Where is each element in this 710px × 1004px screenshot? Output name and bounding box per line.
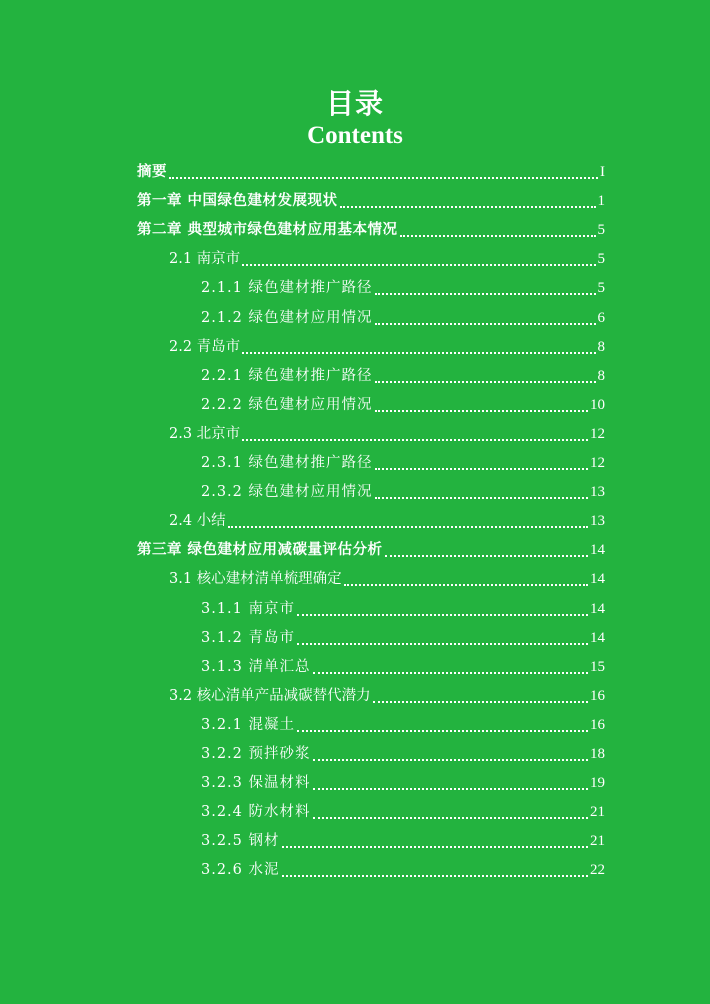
dot-leader bbox=[373, 701, 588, 703]
toc-entry-page: 8 bbox=[597, 338, 605, 355]
dot-leader bbox=[242, 352, 595, 354]
toc-entry-label: 第一章 中国绿色建材发展现状 bbox=[137, 192, 338, 210]
toc-entry-page: 16 bbox=[590, 716, 605, 733]
toc-entry[interactable] bbox=[201, 364, 605, 388]
toc-entry-page: 21 bbox=[590, 833, 605, 850]
page-title-en: Contents bbox=[307, 122, 403, 149]
toc-entry-page: 15 bbox=[590, 658, 605, 675]
toc-entry-label: 3.1.1 南京市 bbox=[201, 600, 296, 617]
dot-leader bbox=[297, 730, 588, 732]
toc-entry-label: 3.2 核心清单产品减碳替代潜力 bbox=[169, 687, 371, 704]
toc-entry[interactable] bbox=[137, 189, 605, 213]
toc-entry[interactable] bbox=[201, 626, 605, 650]
toc-entry[interactable] bbox=[169, 567, 605, 591]
dot-leader bbox=[344, 584, 588, 586]
toc-entry-page: 13 bbox=[590, 513, 605, 530]
toc-entry[interactable] bbox=[201, 829, 605, 853]
toc-entry-label: 2.1 南京市 bbox=[169, 251, 241, 268]
dot-leader bbox=[340, 206, 596, 208]
toc-entry[interactable] bbox=[201, 480, 605, 504]
toc-entry-page: 21 bbox=[590, 804, 605, 821]
toc-entry-page: 18 bbox=[590, 746, 605, 762]
toc-entry-label: 3.2.1 混凝土 bbox=[201, 716, 296, 733]
toc-entry-label: 3.2.2 预拌砂浆 bbox=[201, 746, 311, 762]
toc-entry-page: 5 bbox=[597, 280, 605, 297]
toc-entry[interactable] bbox=[201, 713, 605, 737]
dot-leader bbox=[375, 293, 596, 295]
toc-entry[interactable] bbox=[169, 247, 605, 271]
dot-leader bbox=[375, 323, 596, 325]
toc-entry-label: 3.1 核心建材清单梳理确定 bbox=[169, 571, 342, 588]
toc-entry-label: 2.1.1 绿色建材推广路径 bbox=[201, 280, 373, 297]
toc-entry-page: 8 bbox=[597, 367, 605, 384]
toc-entry-label: 2.2.1 绿色建材推广路径 bbox=[201, 367, 373, 384]
dot-leader bbox=[297, 614, 588, 616]
toc-entry-page: I bbox=[600, 164, 605, 180]
toc-entry-page: 13 bbox=[590, 484, 605, 501]
toc-entry-label: 2.3.1 绿色建材推广路径 bbox=[201, 455, 373, 471]
toc-entry-label: 第三章 绿色建材应用减碳量评估分析 bbox=[137, 541, 383, 559]
toc-entry-page: 14 bbox=[590, 629, 605, 646]
toc-entry-label: 3.2.4 防水材料 bbox=[201, 804, 311, 821]
toc-entry-label: 2.1.2 绿色建材应用情况 bbox=[201, 309, 373, 326]
toc-entry-page: 19 bbox=[590, 775, 605, 792]
dot-leader bbox=[313, 672, 588, 674]
toc-entry[interactable] bbox=[169, 335, 605, 359]
toc-entry-label: 2.4 小结 bbox=[169, 513, 226, 530]
toc-entry-label: 2.2 青岛市 bbox=[169, 338, 241, 355]
toc-entry-label: 摘要 bbox=[137, 163, 167, 180]
toc-entry[interactable] bbox=[137, 538, 605, 562]
toc-entry[interactable] bbox=[137, 218, 605, 242]
toc-entry-page: 14 bbox=[590, 542, 605, 559]
toc-entry-page: 14 bbox=[590, 571, 605, 588]
toc-entry[interactable] bbox=[201, 771, 605, 795]
toc-entry-label: 3.2.6 水泥 bbox=[201, 862, 280, 879]
dot-leader bbox=[375, 381, 596, 383]
dot-leader bbox=[313, 759, 588, 761]
dot-leader bbox=[242, 439, 588, 441]
toc-entry[interactable] bbox=[201, 800, 605, 824]
toc-entry-label: 3.1.2 青岛市 bbox=[201, 629, 296, 646]
dot-leader bbox=[385, 555, 588, 557]
dot-leader bbox=[282, 846, 588, 848]
toc-entry[interactable] bbox=[201, 742, 605, 766]
toc-entry-page: 12 bbox=[590, 455, 605, 471]
dot-leader bbox=[169, 177, 598, 179]
toc-entry[interactable] bbox=[201, 858, 605, 882]
dot-leader bbox=[242, 264, 595, 266]
toc-entry[interactable] bbox=[201, 655, 605, 679]
dot-leader bbox=[228, 526, 588, 528]
dot-leader bbox=[313, 817, 588, 819]
toc-entry-page: 22 bbox=[590, 862, 605, 879]
toc-entry-page: 14 bbox=[590, 600, 605, 617]
page-title-cn: 目录 bbox=[325, 87, 384, 120]
toc-entry[interactable] bbox=[201, 393, 605, 417]
toc-entry-label: 3.2.3 保温材料 bbox=[201, 775, 311, 792]
toc-entry-page: 1 bbox=[597, 193, 605, 210]
toc-entry-label: 2.2.2 绿色建材应用情况 bbox=[201, 396, 373, 413]
toc-entry[interactable] bbox=[201, 276, 605, 300]
toc-entry[interactable] bbox=[201, 451, 605, 475]
toc-entry-page: 16 bbox=[590, 687, 605, 704]
toc-entry-page: 10 bbox=[590, 396, 605, 413]
dot-leader bbox=[375, 468, 588, 470]
toc-entry[interactable] bbox=[169, 684, 605, 708]
toc-entry-label: 2.3 北京市 bbox=[169, 425, 241, 442]
toc-entry-label: 第二章 典型城市绿色建材应用基本情况 bbox=[137, 221, 398, 239]
toc-entry[interactable] bbox=[201, 597, 605, 621]
toc-entry[interactable] bbox=[201, 306, 605, 330]
toc-entry[interactable] bbox=[169, 422, 605, 446]
dot-leader bbox=[400, 235, 596, 237]
toc-entry[interactable] bbox=[169, 509, 605, 533]
toc-entry-page: 5 bbox=[597, 222, 605, 239]
toc-entry-label: 2.3.2 绿色建材应用情况 bbox=[201, 484, 373, 501]
toc-entry-page: 12 bbox=[590, 425, 605, 442]
dot-leader bbox=[282, 875, 588, 877]
toc-entry-page: 5 bbox=[597, 251, 605, 268]
dot-leader bbox=[297, 643, 588, 645]
dot-leader bbox=[375, 410, 588, 412]
dot-leader bbox=[375, 497, 588, 499]
toc-entry-page: 6 bbox=[597, 309, 605, 326]
toc-entry[interactable] bbox=[137, 160, 605, 184]
dot-leader bbox=[313, 788, 588, 790]
toc-entry-label: 3.2.5 钢材 bbox=[201, 833, 280, 850]
toc-entry-label: 3.1.3 清单汇总 bbox=[201, 658, 311, 675]
